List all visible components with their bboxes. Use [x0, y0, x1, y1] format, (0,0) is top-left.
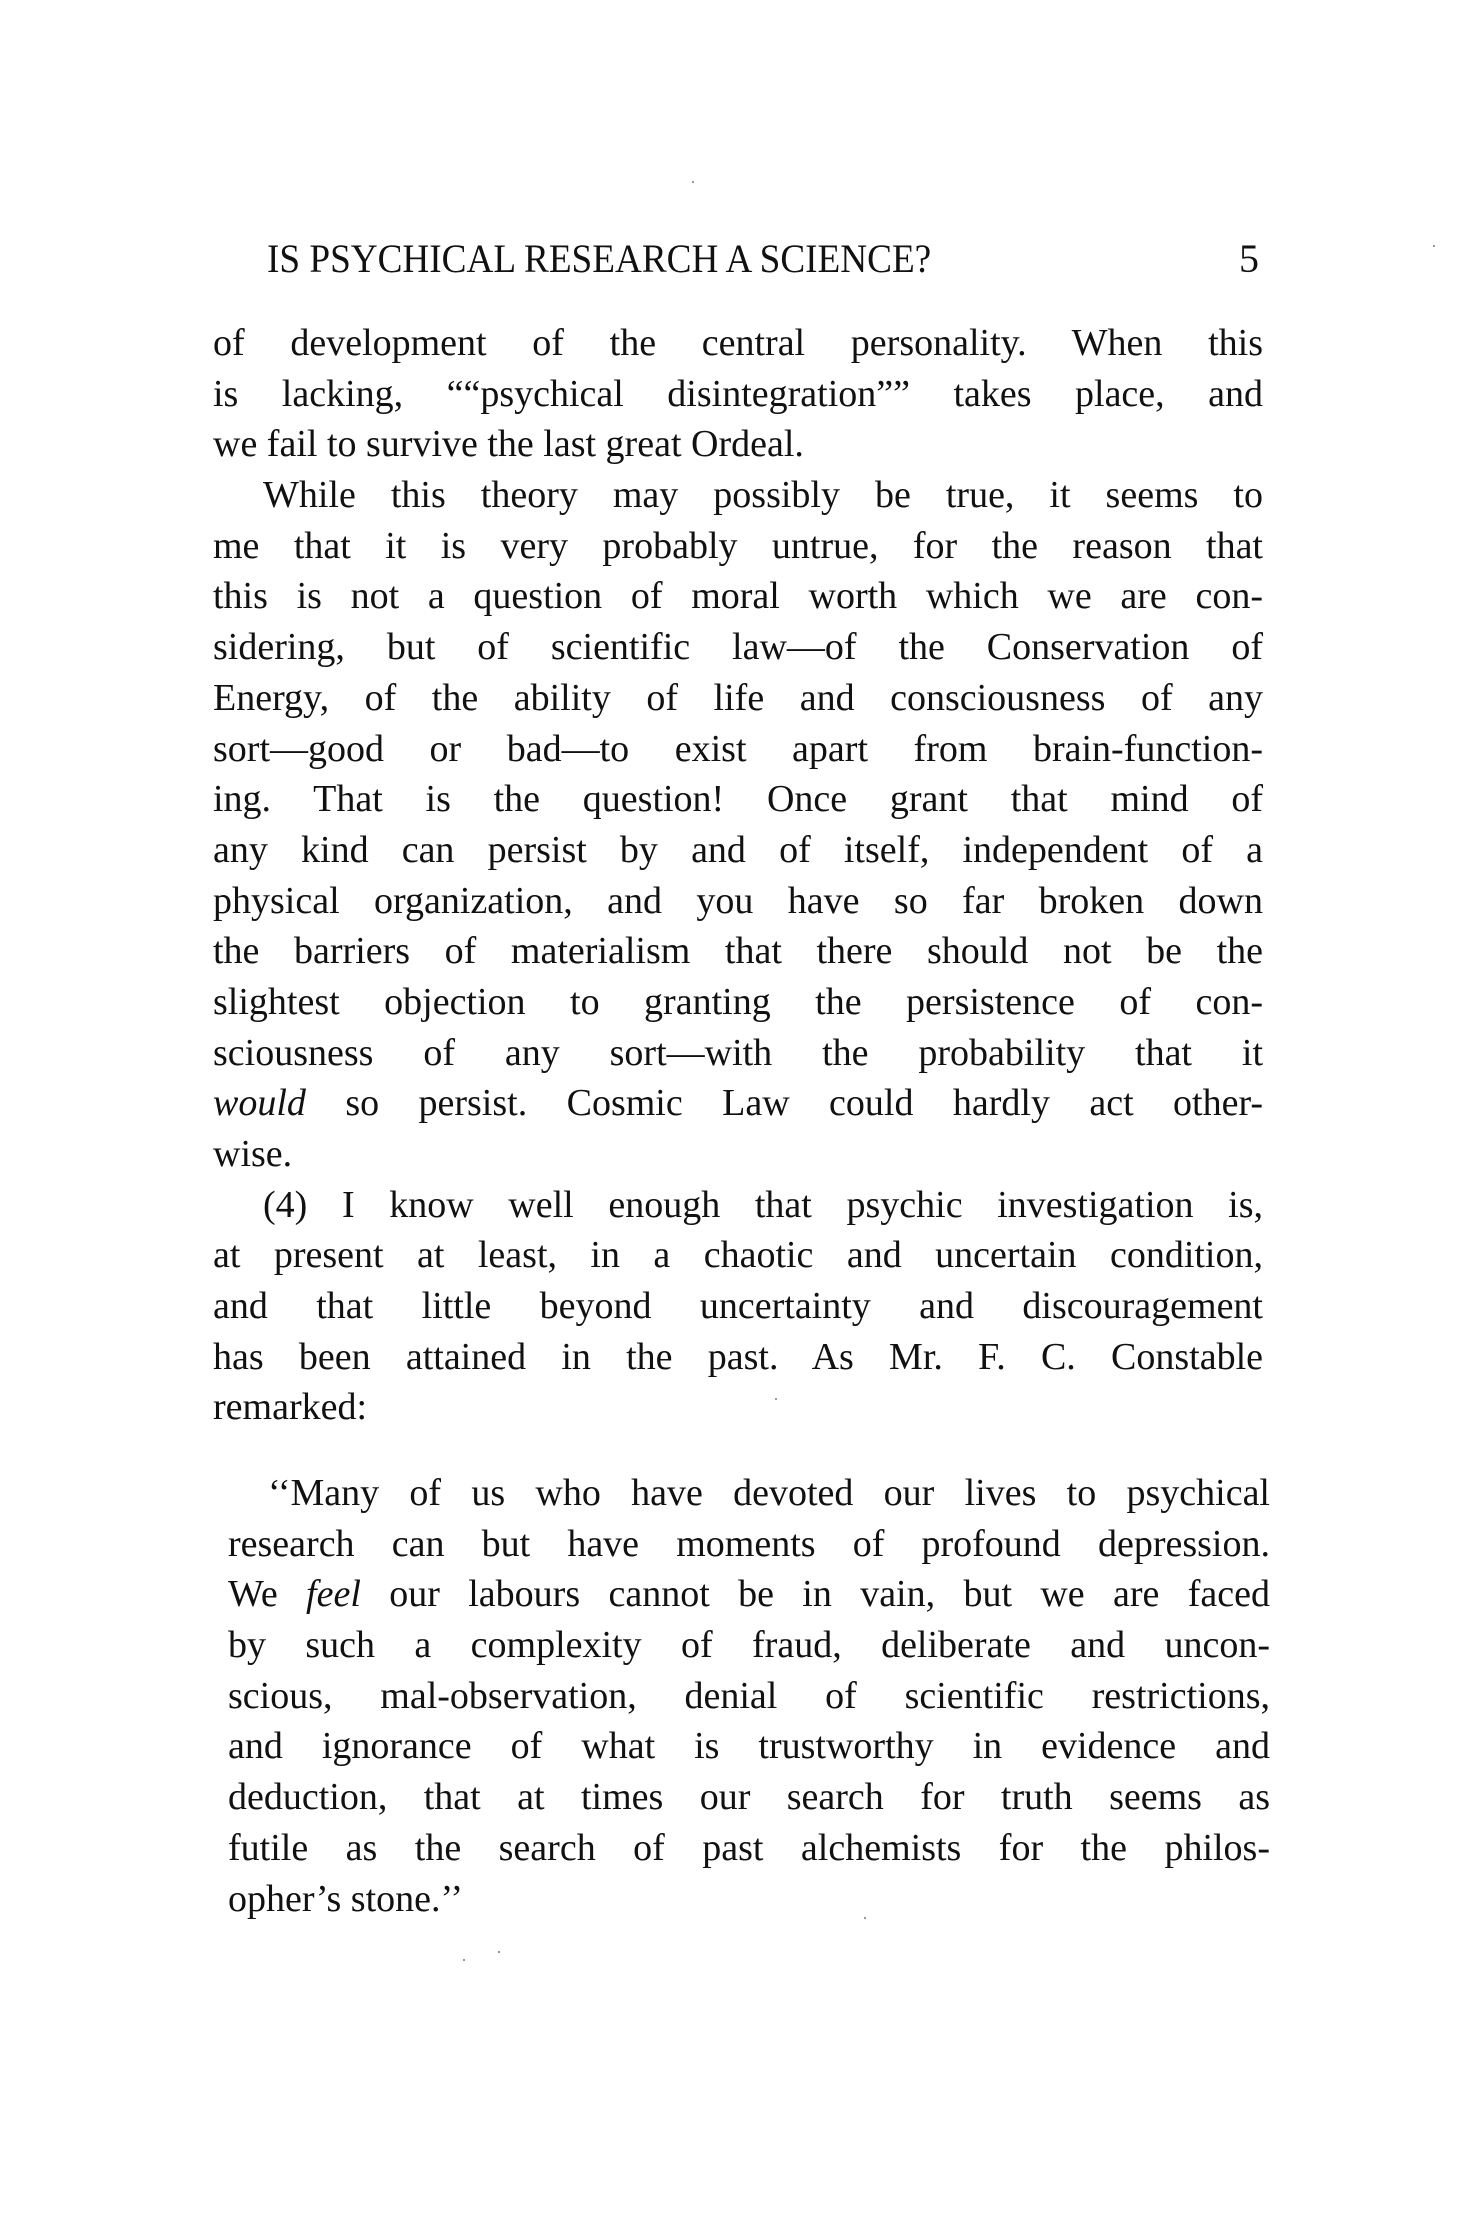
quote-line: futile as the search of past alchemists for the philos- [228, 1826, 1270, 1869]
running-title: IS PSYCHICAL RESEARCH A SCIENCE? [267, 236, 932, 281]
quote-line: scious, mal-observation, denial of scientific restrictions, [228, 1674, 1270, 1717]
text-run: our labours cannot be in vain, but we are faced [389, 1573, 1270, 1616]
italic-emphasis: feel [306, 1573, 361, 1616]
scan-speck [463, 1959, 465, 1961]
quote-line: and ignorance of what is trustworthy in evidence and [228, 1725, 1270, 1768]
text-line: has been attained in the past. As Mr. F. C. Constable [213, 1335, 1263, 1378]
text-line: physical organization, and you have so far broken down [213, 879, 1263, 922]
text-line: sciousness of any sort—with the probability that it [213, 1031, 1263, 1074]
scan-speck [775, 1398, 777, 1400]
quote-line-with-italic [228, 1569, 1270, 1620]
block-quote [228, 1468, 1270, 1924]
text-line: and that little beyond uncertainty and discouragement [213, 1285, 1263, 1328]
text-run: so persist. Cosmic Law could hardly act other- [345, 1082, 1264, 1125]
text-line: the barriers of materialism that there should not be the [213, 930, 1263, 973]
text-run: We [228, 1573, 278, 1616]
quote-line: research can but have moments of profound depression. [228, 1522, 1270, 1565]
quote-line: opher’s stone.’’ [228, 1877, 463, 1920]
text-line: we fail to survive the last great Ordeal. [213, 423, 804, 466]
scan-speck [498, 1951, 500, 1953]
text-line: sidering, but of scientific law—of the Conservation of [213, 626, 1263, 669]
text-line: any kind can persist by and of itself, independent of a [213, 828, 1263, 871]
text-line: remarked: [213, 1386, 368, 1429]
text-line: at present at least, in a chaotic and uncertain condition, [213, 1234, 1263, 1277]
running-head [267, 234, 1259, 284]
scan-speck [864, 1917, 866, 1919]
text-line: is lacking, ““psychical disintegration”” takes place, and [213, 372, 1263, 415]
text-line: me that it is very probably untrue, for the reason that [213, 524, 1263, 567]
text-line: of development of the central personality. When this [213, 322, 1263, 364]
italic-emphasis: would [213, 1082, 306, 1125]
text-line: this is not a question of moral worth which we are con- [213, 575, 1263, 618]
scan-speck [1433, 245, 1435, 247]
text-line-with-italic [213, 1078, 1263, 1129]
paragraph-start-line: (4) I know well enough that psychic investigation is, [263, 1183, 1263, 1226]
text-line: sort—good or bad—to exist apart from brain-function- [213, 727, 1263, 770]
text-line: ing. That is the question! Once grant that mind of [213, 778, 1263, 821]
page-number: 5 [1239, 236, 1259, 281]
quote-start-line: ‘‘Many of us who have devoted our lives to psychical [268, 1472, 1270, 1514]
quote-line: by such a complexity of fraud, deliberate and uncon- [228, 1624, 1270, 1667]
text-line: slightest objection to granting the persistence of con- [213, 980, 1263, 1023]
paragraph-start-line: While this theory may possibly be true, it seems to [263, 474, 1263, 517]
quote-line: deduction, that at times our search for truth seems as [228, 1776, 1270, 1819]
text-line: wise. [213, 1133, 293, 1175]
scan-speck [692, 181, 694, 183]
text-line: Energy, of the ability of life and consciousness of any [213, 676, 1263, 719]
body-text [213, 318, 1263, 1433]
